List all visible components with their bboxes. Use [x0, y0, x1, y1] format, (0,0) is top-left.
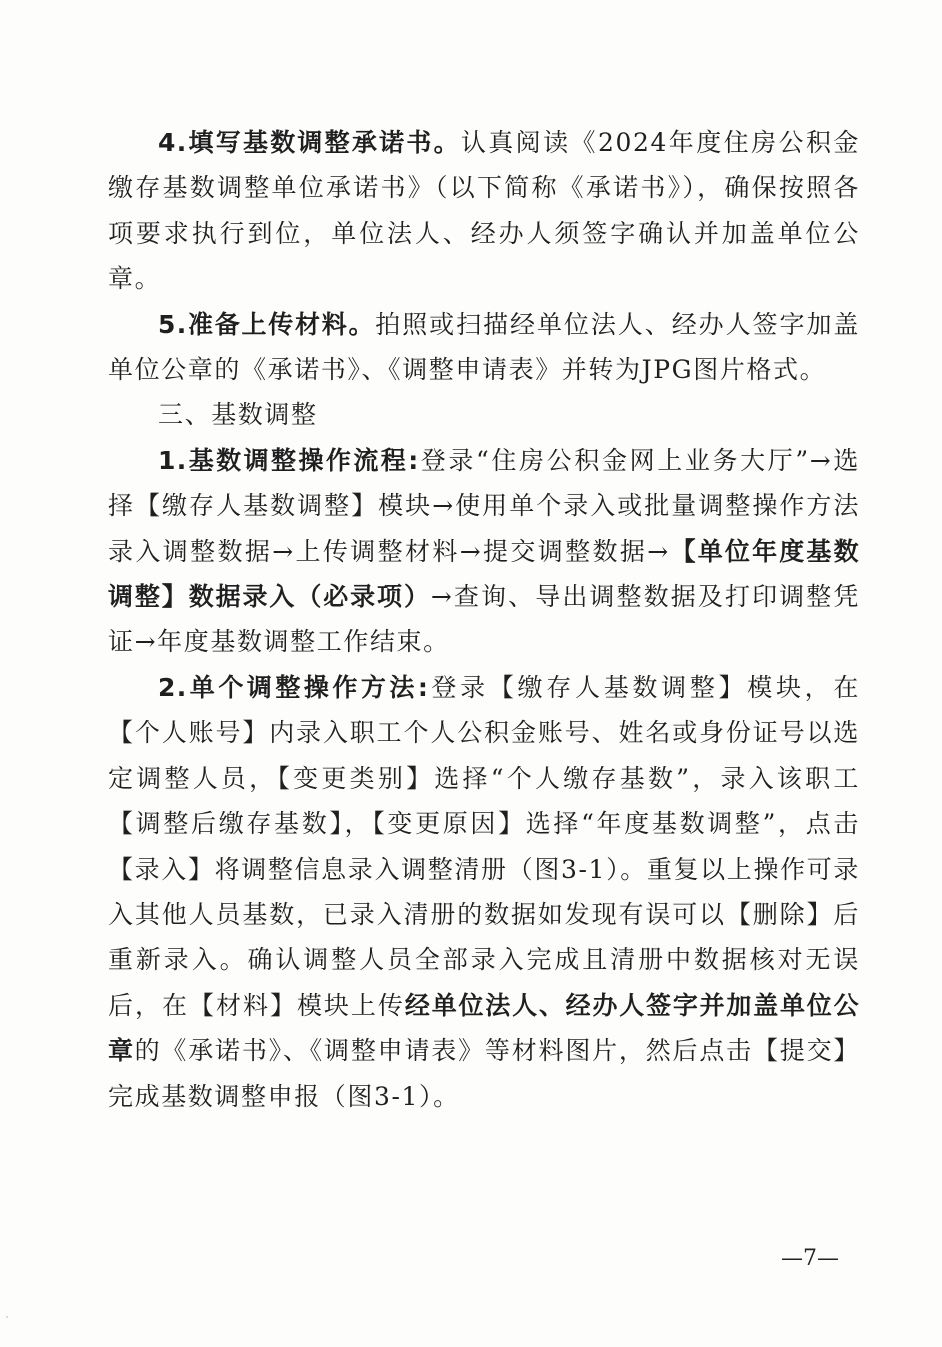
paragraph-single-body-2: 的《承诺书》、《调整申请表》等材料图片，然后点击【提交】完成基数调整申报（图3-1）。 [108, 1036, 860, 1111]
paragraph-step-5-body: 拍照或扫描经单位法人、经办人签字加盖单位公章的《承诺书》、《调整申请表》并转为JPG图片格式。 [108, 309, 860, 385]
paragraph-flow-title: 1.基数调整操作流程: [158, 445, 420, 475]
paragraph-flow [108, 438, 860, 665]
paragraph-single-bold: 经单位法人、经办人签字并加盖单位公章 [108, 990, 860, 1066]
paragraph-step-4 [108, 120, 860, 302]
paragraph-flow-body-2: →查询、导出调整数据及打印调整凭证→年度基数调整工作结束。 [108, 582, 860, 657]
paragraph-flow-bold: 【单位年度基数调整】数据录入（必录项） [108, 536, 860, 612]
paragraph-single-adjust [108, 665, 860, 1119]
section-heading: 三、基数调整 [158, 400, 318, 430]
paragraph-single-title: 2.单个调整操作方法: [158, 672, 430, 702]
paragraph-step-4-title: 4.填写基数调整承诺书。 [158, 128, 461, 157]
paragraph-step-5-title: 5.准备上传材料。 [158, 309, 376, 339]
document-body [108, 120, 860, 1119]
page-number: —7— [781, 1246, 839, 1271]
paragraph-single-body-1: 登录【缴存人基数调整】模块，在【个人账号】内录入职工个人公积金账号、姓名或身份证号以选定调整人员，【变更类别】选择“个人缴存基数”，录入该职工【调整后缴存基数】，【变更原因】选择“年度基数调整”，点击【录入】将调整信息录入调整清册（图3-1）。重复以上操作可录入其他人员基数，已录入清册的数据如发现有误可以【删除】后重新录入。确认调整人员全部录入完成且清册中数据核对无误后，在【材料】模块上传 [108, 672, 860, 1020]
scan-speck [6, 1316, 8, 1318]
paragraph-flow-body-1: 登录“住房公积金网上业务大厅”→选择【缴存人基数调整】模块→使用单个录入或批量调整操作方法录入调整数据→上传调整材料→提交调整数据→ [108, 445, 860, 566]
paragraph-step-4-body: 认真阅读《2024年度住房公积金缴存基数调整单位承诺书》（以下简称《承诺书》），确保按照各项要求执行到位，单位法人、经办人须签字确认并加盖单位公章。 [108, 128, 860, 294]
paragraph-step-5 [108, 302, 860, 393]
